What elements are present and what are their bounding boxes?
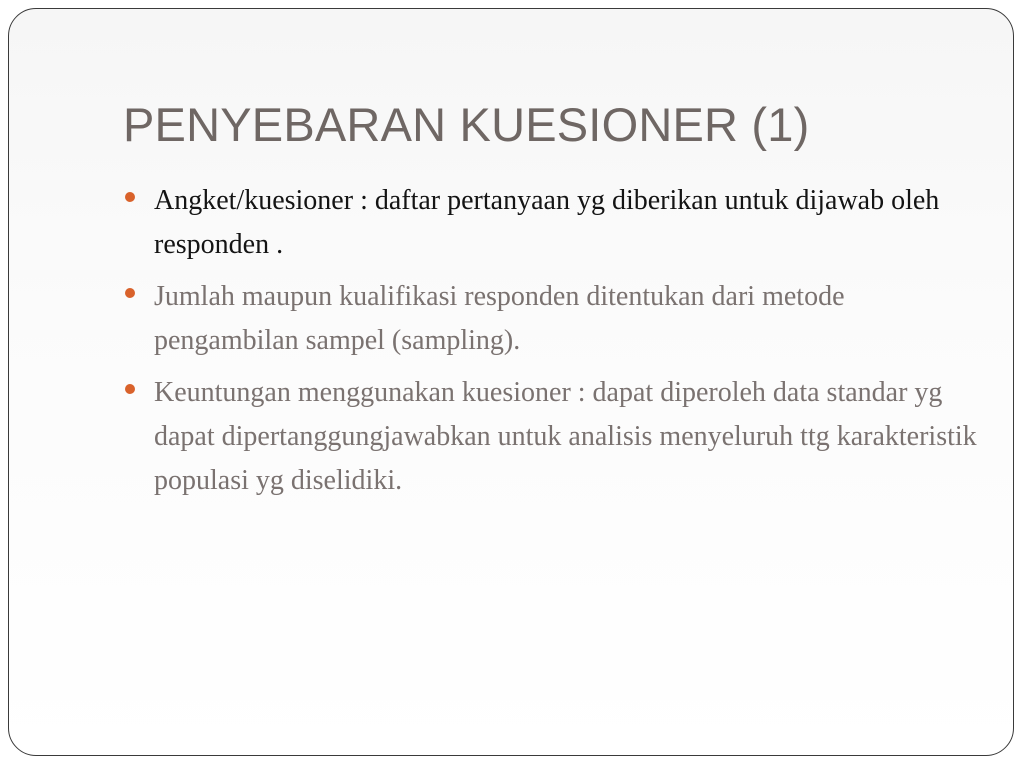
slide-frame <box>8 8 1014 756</box>
bullet-item <box>123 371 983 503</box>
bullet-list <box>123 179 983 511</box>
bullet-item <box>123 275 983 363</box>
bullet-dot-icon <box>125 384 135 394</box>
bullet-text: Angket/kuesioner : daftar pertanyaan yg diberikan untuk dijawab oleh responden . <box>154 185 940 260</box>
bullet-text: Jumlah maupun kualifikasi responden ditentukan dari metode pengambilan sampel (sampling). <box>154 281 845 356</box>
bullet-text: Keuntungan menggunakan kuesioner : dapat diperoleh data standar yg dapat dipertanggungjawabkan untuk analisis menyeluruh ttg karakteristik populasi yg diselidiki. <box>154 377 977 496</box>
bullet-item <box>123 179 983 267</box>
bullet-dot-icon <box>125 288 135 298</box>
slide-title: PENYEBARAN KUESIONER (1) <box>123 98 810 151</box>
bullet-dot-icon <box>125 192 135 202</box>
